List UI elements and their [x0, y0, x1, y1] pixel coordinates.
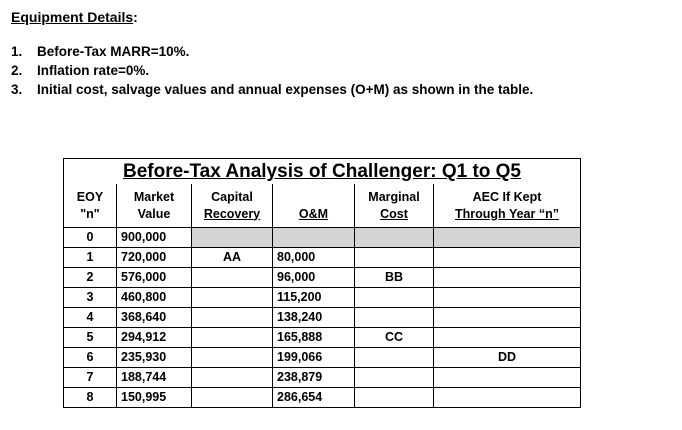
market-value-cell: 460,800: [117, 288, 192, 308]
table-title: Before-Tax Analysis of Challenger: Q1 to Q5: [64, 159, 581, 185]
eoy-cell: 0: [64, 228, 117, 248]
eoy-cell: 4: [64, 308, 117, 328]
capital-recovery-cell: AA: [192, 248, 273, 268]
note-number: 1.: [11, 44, 23, 59]
table-body: [64, 228, 581, 408]
capital-recovery-cell: [192, 288, 273, 308]
table-row: [64, 288, 581, 308]
capital-recovery-cell: [192, 388, 273, 408]
om-cell: 138,240: [273, 308, 355, 328]
om-cell: 80,000: [273, 248, 355, 268]
om-cell: 115,200: [273, 288, 355, 308]
challenger-analysis-table: [63, 158, 581, 408]
table-row: [64, 328, 581, 348]
aec-cell: [434, 228, 581, 248]
capital-recovery-cell: [192, 328, 273, 348]
marginal-cost-cell: CC: [355, 328, 434, 348]
eoy-cell: 5: [64, 328, 117, 348]
eoy-cell: 7: [64, 368, 117, 388]
market-value-cell: 294,912: [117, 328, 192, 348]
market-value-cell: 368,640: [117, 308, 192, 328]
marginal-cost-cell: BB: [355, 268, 434, 288]
marginal-cost-cell: [355, 368, 434, 388]
market-value-cell: 720,000: [117, 248, 192, 268]
notes-list: [11, 42, 533, 99]
marginal-cost-cell: [355, 248, 434, 268]
table-row: [64, 348, 581, 368]
om-cell: 238,879: [273, 368, 355, 388]
om-cell: 165,888: [273, 328, 355, 348]
marginal-cost-cell: [355, 308, 434, 328]
aec-cell: [434, 248, 581, 268]
eoy-cell: 8: [64, 388, 117, 408]
heading-text: Equipment Details: [11, 9, 134, 25]
market-value-cell: 576,000: [117, 268, 192, 288]
note-item: [11, 42, 533, 61]
om-cell: 199,066: [273, 348, 355, 368]
aec-cell: [434, 308, 581, 328]
note-number: 3.: [11, 82, 23, 97]
header-marginal-cost: Marginal Cost: [355, 184, 434, 228]
market-value-cell: 900,000: [117, 228, 192, 248]
eoy-cell: 6: [64, 348, 117, 368]
market-value-cell: 188,744: [117, 368, 192, 388]
marginal-cost-cell: [355, 288, 434, 308]
table-header-row: [64, 184, 581, 228]
aec-cell: DD: [434, 348, 581, 368]
capital-recovery-cell: [192, 268, 273, 288]
aec-cell: [434, 388, 581, 408]
eoy-cell: 3: [64, 288, 117, 308]
table-row: [64, 308, 581, 328]
om-cell: 96,000: [273, 268, 355, 288]
note-item: [11, 80, 533, 99]
aec-cell: [434, 288, 581, 308]
capital-recovery-cell: [192, 348, 273, 368]
aec-cell: [434, 368, 581, 388]
section-heading: [11, 9, 138, 25]
market-value-cell: 235,930: [117, 348, 192, 368]
header-capital-recovery: Capital Recovery: [192, 184, 273, 228]
note-text: Initial cost, salvage values and annual expenses (O+M) as shown in the table.: [37, 82, 534, 97]
table-row: [64, 228, 581, 248]
table-row: [64, 388, 581, 408]
market-value-cell: 150,995: [117, 388, 192, 408]
note-text: Inflation rate=0%.: [37, 63, 150, 78]
capital-recovery-cell: [192, 368, 273, 388]
om-cell: [273, 228, 355, 248]
table-row: [64, 368, 581, 388]
eoy-cell: 1: [64, 248, 117, 268]
header-market-value: Market Value: [117, 184, 192, 228]
table-row: [64, 248, 581, 268]
marginal-cost-cell: [355, 388, 434, 408]
marginal-cost-cell: [355, 348, 434, 368]
note-text: Before-Tax MARR=10%.: [37, 44, 190, 59]
om-cell: 286,654: [273, 388, 355, 408]
capital-recovery-cell: [192, 228, 273, 248]
table-row: [64, 268, 581, 288]
capital-recovery-cell: [192, 308, 273, 328]
heading-colon: :: [133, 9, 138, 25]
header-aec: AEC If Kept Through Year “n”: [434, 184, 581, 228]
header-eoy: EOY "n": [64, 184, 117, 228]
aec-cell: [434, 328, 581, 348]
eoy-cell: 2: [64, 268, 117, 288]
note-item: [11, 61, 533, 80]
header-om: O&M: [273, 184, 355, 228]
note-number: 2.: [11, 63, 23, 78]
marginal-cost-cell: [355, 228, 434, 248]
aec-cell: [434, 268, 581, 288]
